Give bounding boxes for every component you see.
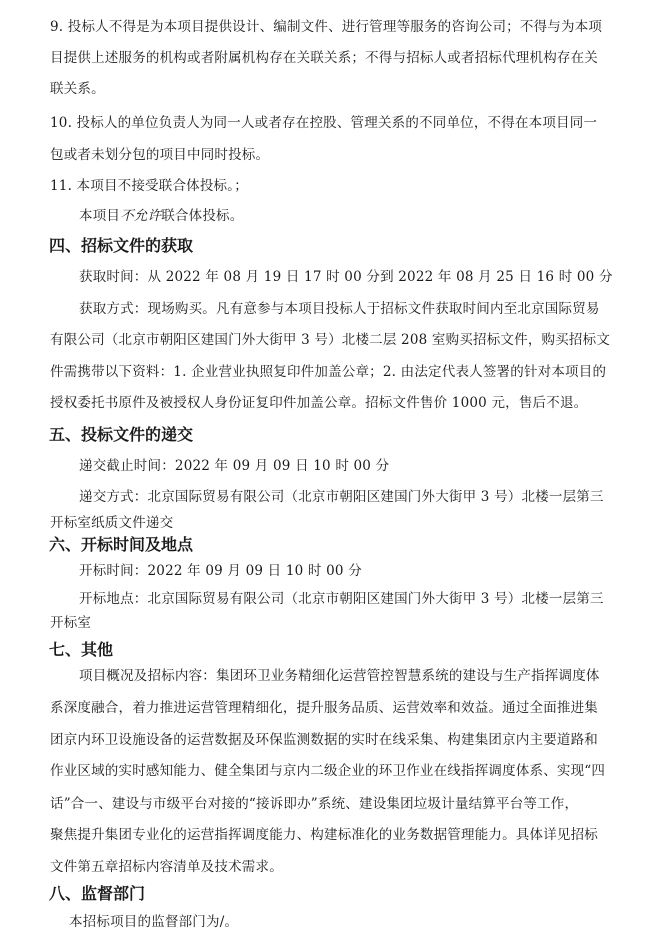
item-9-line-2: 目提供上述服务的机构或者附属机构存在关联关系；不得与招标人或者招标代理机构存在关 <box>50 50 598 66</box>
consortium-emphasis: 不允许 <box>120 208 162 224</box>
section-8-heading: 八、监督部门 <box>49 884 146 903</box>
section-5-deadline: 递交截止时间：2022 年 09 月 09 日 10 时 00 分 <box>79 458 390 474</box>
section-4-method-line-3: 件需携带以下资料：1. 企业营业执照复印件加盖公章；2. 由法定代表人签署的针对本项目的 <box>50 364 607 380</box>
section-7-line-1: 项目概况及招标内容：集团环卫业务精细化运营管控智慧系统的建设与生产指挥调度体 <box>79 668 600 684</box>
section-7-line-2: 系深度融合，着力推进运营管理精细化，提升服务品质、运营效率和效益。通过全面推进集 <box>50 700 598 716</box>
section-8-text: 本招标项目的监督部门为/。 <box>69 914 239 930</box>
section-4-method-line-4: 授权委托书原件及被授权人身份证复印件加盖公章。招标文件售价 1000 元，售后不退。 <box>50 395 588 411</box>
section-5-method-line-2: 开标室纸质文件递交 <box>50 515 174 531</box>
consortium-suffix: 联合体投标。 <box>161 208 244 224</box>
consortium-prefix: 本项目 <box>79 208 121 224</box>
section-4-method-line-2: 有限公司（北京市朝阳区建国门外大街甲 3 号）北楼二层 208 室购买招标文件，购买招标文 <box>50 332 611 348</box>
section-4-heading: 四、招标文件的获取 <box>49 236 194 255</box>
section-7-line-3: 团京内环卫设施设备的运营数据及环保监测数据的实时在线采集、构建集团京内主要道路和 <box>50 732 598 748</box>
section-4-method-line-1: 获取方式：现场购买。凡有意参与本项目投标人于招标文件获取时间内至北京国际贸易 <box>79 301 600 317</box>
section-7-line-6: 聚焦提升集团专业化的运营指挥调度能力、构建标准化的业务数据管理能力。具体详见招标 <box>50 827 598 843</box>
item-10-line-2: 包或者未划分包的项目中同时投标。 <box>50 147 270 163</box>
section-6-heading: 六、开标时间及地点 <box>49 535 194 554</box>
consortium-statement <box>79 207 243 225</box>
section-7-heading: 七、其他 <box>49 640 114 659</box>
section-6-place-line-1: 开标地点：北京国际贸易有限公司（北京市朝阳区建国门外大街甲 3 号）北楼一层第三 <box>79 591 604 607</box>
item-9-line-3: 联关系。 <box>50 81 105 97</box>
section-7-line-7: 文件第五章招标内容清单及技术需求。 <box>50 859 283 875</box>
section-6-time: 开标时间：2022 年 09 月 09 日 10 时 00 分 <box>79 563 362 579</box>
section-6-place-line-2: 开标室 <box>50 615 92 631</box>
item-11: 11. 本项目不接受联合体投标。； <box>50 178 248 194</box>
section-4-time: 获取时间：从 2022 年 08 月 19 日 17 时 00 分到 2022 年 08 月 25 日 16 时 00 分 <box>79 269 613 285</box>
section-7-line-5: 话”合一、建设与市级平台对接的“接诉即办”系统、建设集团垃圾计量结算平台等工作， <box>50 796 579 812</box>
item-10-line-1: 10. 投标人的单位负责人为同一人或者存在控股、管理关系的不同单位，不得在本项目同一 <box>50 115 598 131</box>
section-7-line-4: 作业区域的实时感知能力、健全集团与京内二级企业的环卫作业在线指挥调度体系、实现“四 <box>50 763 606 779</box>
item-9-line-1: 9. 投标人不得是为本项目提供设计、编制文件、进行管理等服务的咨询公司；不得与为本项 <box>50 19 603 35</box>
section-5-heading: 五、投标文件的递交 <box>49 425 194 444</box>
section-5-method-line-1: 递交方式：北京国际贸易有限公司（北京市朝阳区建国门外大街甲 3 号）北楼一层第三 <box>79 489 604 505</box>
